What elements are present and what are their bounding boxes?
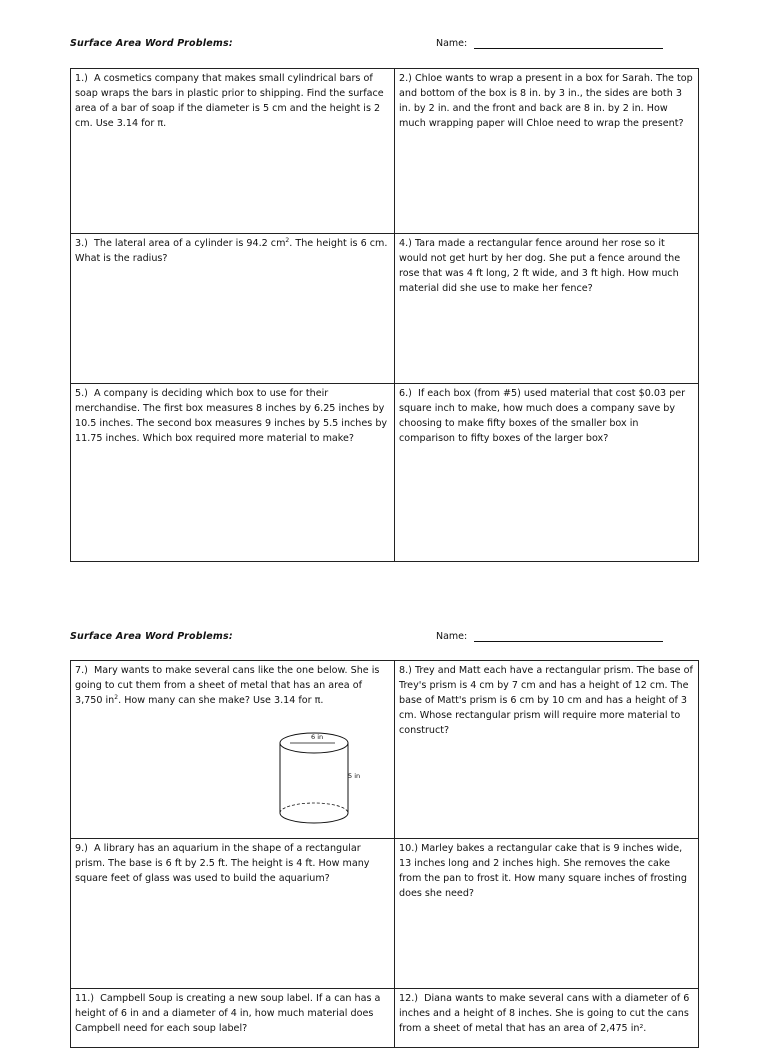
name-label: Name: bbox=[436, 631, 468, 642]
problem-text: A cosmetics company that makes small cylindrical bars of soap wraps the bars in plastic prior to shipping. Find the surface area of a bar of soap if the diameter is 5 cm and the height is 2 cm. Use 3.14 for π. bbox=[75, 73, 384, 129]
problem-text-continued: . How many can she make? Use 3.14 for π. bbox=[118, 695, 324, 706]
problem-text: A library has an aquarium in the shape of a rectangular prism. The base is 6 ft by 2.5 ft. The height is 4 ft. How many square feet of glass was used to build the aquarium? bbox=[75, 843, 370, 884]
problem-3 bbox=[70, 233, 395, 384]
problem-text: Trey and Matt each have a rectangular prism. The base of Trey's prism is 4 cm by 7 cm and has a height of 12 cm. The base of Matt's prism is 6 cm by 10 cm and has a height of 3 cm. Whose rectangular prism will require more material to construct? bbox=[399, 665, 693, 736]
problem-number: 6.) bbox=[399, 388, 412, 399]
cylinder-figure bbox=[271, 729, 361, 839]
problem-number: 8.) bbox=[399, 665, 412, 676]
problem-4 bbox=[394, 233, 699, 384]
problem-6 bbox=[394, 383, 699, 562]
problem-number: 7.) bbox=[75, 665, 88, 676]
worksheet-title: Surface Area Word Problems: bbox=[70, 38, 233, 49]
problem-number: 2.) bbox=[399, 73, 412, 84]
problem-number: 9.) bbox=[75, 843, 88, 854]
worksheet-2-header bbox=[70, 631, 670, 647]
name-blank-line[interactable] bbox=[474, 641, 663, 642]
name-blank-line[interactable] bbox=[474, 48, 663, 49]
problem-2 bbox=[394, 68, 699, 234]
problem-5 bbox=[70, 383, 395, 562]
problem-text: Chloe wants to wrap a present in a box for Sarah. The top and bottom of the box is 8 in. by 3 in., the sides are both 3 in. by 2 in. and the front and back are 8 in. by 2 in. How much wrapping paper will Chloe need to wrap the present? bbox=[399, 73, 693, 129]
worksheet-title: Surface Area Word Problems: bbox=[70, 631, 233, 642]
exponent: 2 bbox=[114, 693, 119, 701]
problem-number: 4.) bbox=[399, 238, 412, 249]
cylinder-diameter-label: 6 in bbox=[311, 733, 324, 741]
problem-text: Tara made a rectangular fence around her rose so it would not get hurt by her dog. She put a fence around the rose that was 4 ft long, 2 ft wide, and 3 ft high. How much material did she use to make her fence? bbox=[399, 238, 681, 294]
problem-10 bbox=[394, 838, 699, 989]
problem-11 bbox=[70, 988, 395, 1048]
problem-number: 3.) bbox=[75, 238, 88, 249]
worksheet-2-problem-grid bbox=[70, 660, 699, 1040]
problem-text: Campbell Soup is creating a new soup label. If a can has a height of 6 in and a diameter of 4 in, how much material does Campbell need for each soup label? bbox=[75, 993, 381, 1034]
problem-12 bbox=[394, 988, 699, 1048]
problem-text: The lateral area of a cylinder is 94.2 cm bbox=[94, 238, 286, 249]
problem-text-continued: . The height is 6 cm. What is the radius? bbox=[75, 238, 388, 264]
problem-number: 1.) bbox=[75, 73, 88, 84]
problem-number: 11.) bbox=[75, 993, 95, 1004]
problem-text: A company is deciding which box to use for their merchandise. The first box measures 8 inches by 6.25 inches by 10.5 inches. The second box measures 9 inches by 5.5 inches by 11.75 inches. Which box required more material to make? bbox=[75, 388, 388, 444]
problem-text: Marley bakes a rectangular cake that is 9 inches wide, 13 inches long and 2 inches high. She removes the cake from the pan to frost it. How many square inches of frosting does she need? bbox=[399, 843, 687, 899]
cylinder-height-label: 5 in bbox=[348, 772, 361, 780]
problem-number: 5.) bbox=[75, 388, 88, 399]
problem-9 bbox=[70, 838, 395, 989]
problem-8 bbox=[394, 660, 699, 839]
problem-number: 10.) bbox=[399, 843, 419, 854]
exponent: 2 bbox=[285, 236, 290, 244]
problem-number: 12.) bbox=[399, 993, 419, 1004]
name-label: Name: bbox=[436, 38, 468, 49]
worksheet-1-header bbox=[70, 38, 670, 54]
problem-7 bbox=[70, 660, 395, 839]
problem-text: If each box (from #5) used material that cost $0.03 per square inch to make, how much does a company save by choosing to make fifty boxes of the smaller box in comparison to fifty boxes of the larger box? bbox=[399, 388, 686, 444]
problem-text: Mary wants to make several cans like the one below. She is going to cut them from a sheet of metal that has an area of 3,750 in bbox=[75, 665, 380, 706]
problem-1 bbox=[70, 68, 395, 234]
worksheet-1-problem-grid bbox=[70, 68, 699, 562]
problem-text: Diana wants to make several cans with a diameter of 6 inches and a height of 8 inches. She is going to cut the cans from a sheet of metal that has an area of 2,475 in². bbox=[399, 993, 690, 1034]
